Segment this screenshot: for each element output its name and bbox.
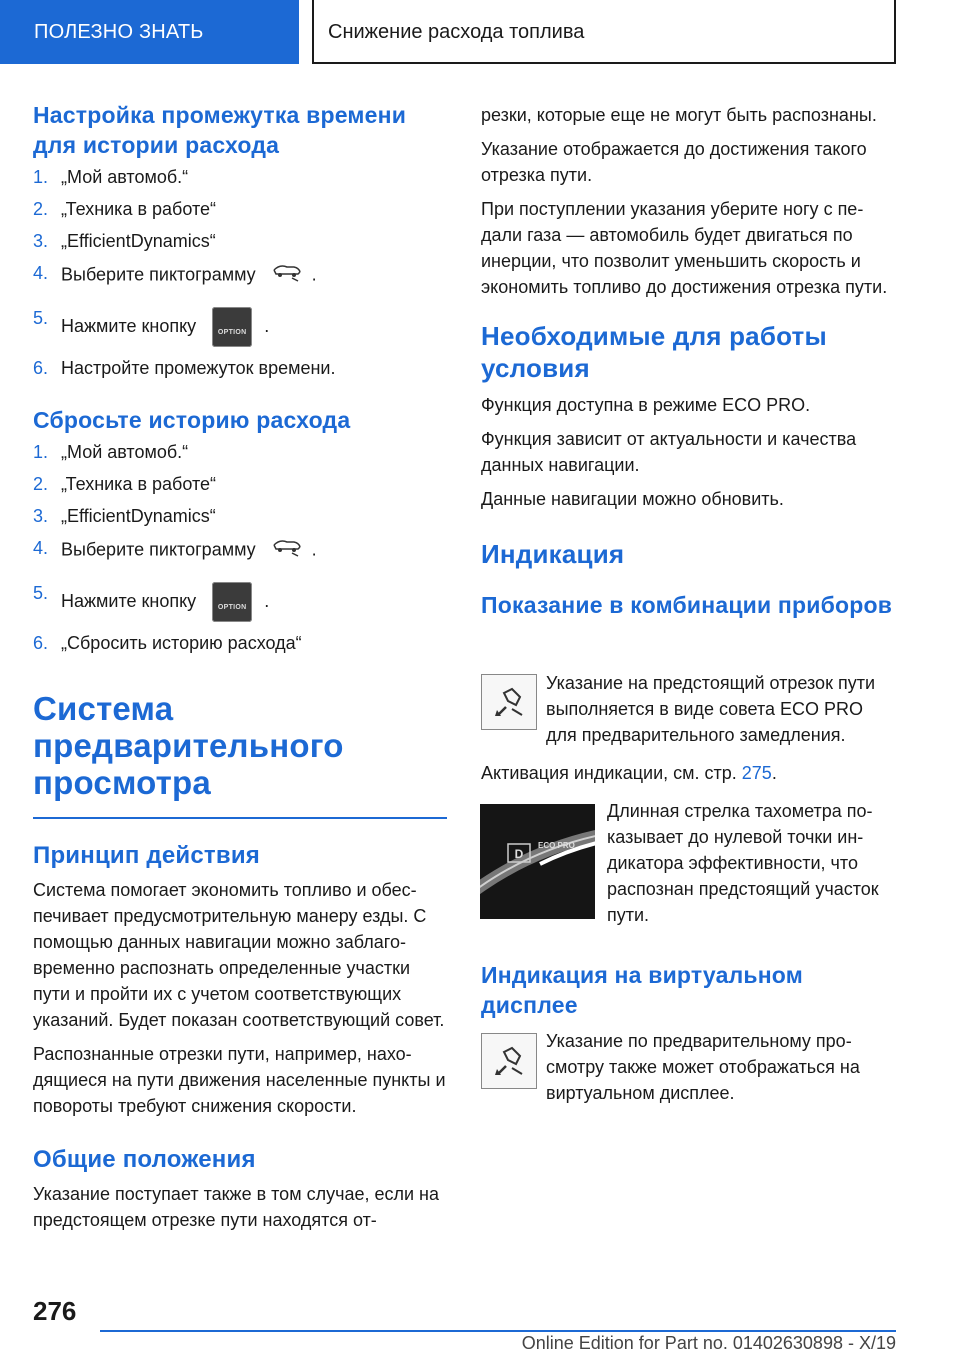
principle-paragraph-2: Распознанные отрезки пути, например, находящиеся на пути движения населенные пункты и повороты требуют снижения скорости. <box>33 1044 446 1116</box>
step-number: 5. <box>33 583 49 603</box>
general-paragraph: Указание поступает также в том случае, если на предстоящем отрезке пути находятся от- <box>33 1184 439 1230</box>
page-number: 276 <box>33 1296 77 1326</box>
step-suffix: . <box>264 315 270 336</box>
option-label: OPTION <box>217 329 247 336</box>
display-heading: Индикация <box>481 539 625 569</box>
step-number: 2. <box>33 474 49 494</box>
right-column <box>481 102 897 626</box>
list-item <box>33 441 447 463</box>
option-label: OPTION <box>217 604 247 611</box>
chapter-title: Снижение расхода топлива <box>312 0 896 64</box>
reset-steps <box>33 441 447 654</box>
step-text: „Мой автомоб.“ <box>61 442 189 462</box>
list-item <box>33 505 447 527</box>
conditions-heading: Необходимые для работы условия <box>481 321 827 383</box>
eco-pro-label: ECO PRO <box>538 841 575 850</box>
cluster-paragraph: Указание на предстоящий отрезок пути выполняется в виде совета ECO PRO для предварительного замедления. <box>546 673 875 745</box>
conditions-paragraph-1: Функция доступна в режиме ECO PRO. <box>481 395 811 415</box>
footer-rule <box>100 1330 896 1332</box>
step-text: „Сбросить историю расхода“ <box>61 633 302 653</box>
activation-text: Активация индикации, см. стр. <box>481 763 737 783</box>
step-number: 1. <box>33 442 49 462</box>
step-suffix: . <box>264 590 270 611</box>
step-suffix: . <box>311 539 317 560</box>
continued-paragraph-2: Указание отображается до достижения такого отрезка пути. <box>481 139 867 185</box>
page-link[interactable]: 275 <box>741 763 772 783</box>
option-button-icon <box>212 582 252 622</box>
conditions-paragraph-3: Данные навигации можно обновить. <box>481 489 784 509</box>
step-number: 3. <box>33 231 49 251</box>
step-number: 1. <box>33 167 49 187</box>
list-item <box>33 537 447 564</box>
list-item <box>33 307 447 347</box>
setup-steps <box>33 166 447 379</box>
gauge-paragraph: Длинная стрелка тахометра показывает до нулевой точки индикатора эффективности, что распознан предстоящий участок пути. <box>607 801 879 925</box>
list-item <box>33 262 447 289</box>
tachometer-image <box>480 804 595 919</box>
activation-paragraph <box>481 760 897 786</box>
step-text: „Техника в работе“ <box>61 474 217 494</box>
list-item <box>33 632 447 654</box>
step-text: „Мой автомоб.“ <box>61 167 189 187</box>
option-button-icon <box>212 307 252 347</box>
step-number: 4. <box>33 538 49 558</box>
step-number: 4. <box>33 263 49 283</box>
list-item <box>33 230 447 252</box>
step-number: 6. <box>33 358 49 378</box>
virtual-paragraph: Указание по предварительному просмотру также может отображаться на виртуальном дисплее. <box>546 1031 860 1103</box>
step-text: „EfficientDynamics“ <box>61 231 216 251</box>
step-number: 2. <box>33 199 49 219</box>
step-suffix: . <box>311 264 317 285</box>
principle-heading: Принцип действия <box>33 842 260 869</box>
step-text: Выберите пиктограмму <box>61 264 256 285</box>
list-item <box>33 357 447 379</box>
gear-label: D <box>514 847 524 861</box>
list-item <box>33 198 447 220</box>
activation-end: . <box>771 763 777 783</box>
principle-paragraph-1: Система помогает экономить топливо и обеспечивает предусмотрительную манеру езды. С помощью данных навигации можно заблаговременно распознать определенные участки пути и пройти их с учетом соответствующих указаний. Будет показан соответствующий совет. <box>33 880 445 1030</box>
left-column <box>33 100 447 1233</box>
heading-rule <box>33 817 447 819</box>
step-text: Нажмите кнопку <box>61 315 197 336</box>
system-heading: Система предварительного просмотра <box>33 690 344 801</box>
edition-text: Online Edition for Part no. 01402630898 - X/19 <box>521 1333 896 1353</box>
step-number: 5. <box>33 308 49 328</box>
general-heading: Общие положения <box>33 1146 256 1173</box>
conditions-paragraph-2: Функция зависит от актуальности и качества данных навигации. <box>481 429 857 475</box>
step-number: 6. <box>33 633 49 653</box>
cluster-heading: Показание в комбинации приборов <box>481 592 893 618</box>
step-text: Настройте промежуток времени. <box>61 358 336 378</box>
step-text: Нажмите кнопку <box>61 590 197 611</box>
reset-heading: Сбросьте историю расхода <box>33 407 351 433</box>
step-number: 3. <box>33 506 49 526</box>
preview-car-icon <box>272 537 302 564</box>
step-text: „Техника в работе“ <box>61 199 217 219</box>
virtual-heading: Индикация на виртуальном дисплее <box>481 962 803 1018</box>
preview-car-icon <box>272 262 302 289</box>
preview-hint-icon <box>481 1033 537 1089</box>
list-item <box>33 582 447 622</box>
continued-paragraph-3: При поступлении указания уберите ногу с педали газа — автомобиль будет двигаться по инерции, что позволит уменьшить скорость и экономить топливо до достижения отрезка пути. <box>481 199 888 297</box>
continued-paragraph-1: резки, которые еще не могут быть распознаны. <box>481 105 877 125</box>
step-text: „EfficientDynamics“ <box>61 506 216 526</box>
list-item <box>33 473 447 495</box>
step-text: Выберите пиктограмму <box>61 539 256 560</box>
list-item <box>33 166 447 188</box>
section-tab: ПОЛЕЗНО ЗНАТЬ <box>0 0 299 64</box>
setup-heading: Настройка промежутка времени для истории расхода <box>33 102 407 158</box>
preview-hint-icon <box>481 674 537 730</box>
